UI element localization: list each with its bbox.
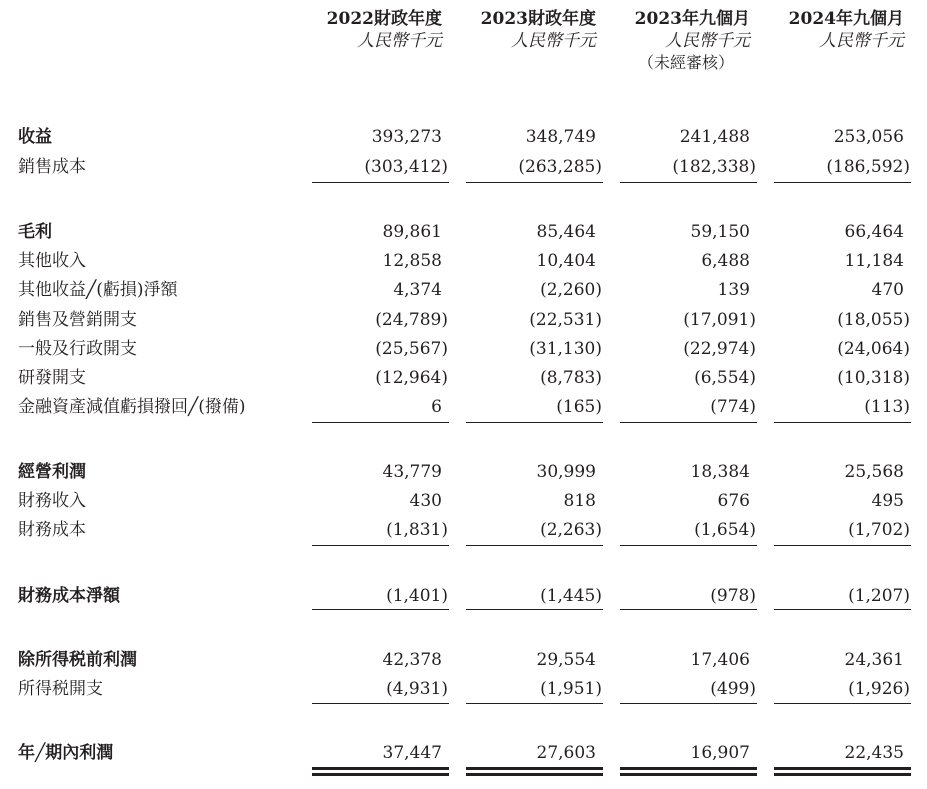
table-cell: (2,263) xyxy=(540,520,602,540)
total-double-rule xyxy=(466,767,603,776)
subtotal-rule xyxy=(620,545,757,546)
subtotal-rule xyxy=(774,609,911,610)
table-cell: 27,603 xyxy=(536,743,596,763)
row-label-finance-income: 財務收入 xyxy=(18,491,86,511)
column-unit: 人民幣千元 xyxy=(665,31,750,51)
table-cell: 676 xyxy=(717,491,750,511)
table-cell: (18,055) xyxy=(837,310,910,330)
column-unit: 人民幣千元 xyxy=(511,31,596,51)
row-label-rd-expenses: 研發開支 xyxy=(18,368,86,388)
subtotal-rule xyxy=(620,422,757,423)
table-cell: (24,064) xyxy=(837,339,910,359)
table-cell: (1,207) xyxy=(848,586,910,606)
table-cell: 495 xyxy=(871,491,904,511)
table-cell: 42,378 xyxy=(382,650,442,670)
subtotal-rule xyxy=(774,422,911,423)
table-cell: (25,567) xyxy=(375,339,448,359)
table-cell: 10,404 xyxy=(536,251,596,271)
table-cell: 17,406 xyxy=(690,650,750,670)
table-cell: (499) xyxy=(710,679,756,699)
table-cell: (1,445) xyxy=(540,586,602,606)
table-cell: (186,592) xyxy=(826,157,910,177)
table-cell: (165) xyxy=(556,397,602,417)
table-cell: 59,150 xyxy=(690,222,750,242)
subtotal-rule xyxy=(312,609,449,610)
table-cell: (1,702) xyxy=(848,520,910,540)
table-cell: 6,488 xyxy=(701,251,750,271)
table-cell: (774) xyxy=(710,397,756,417)
table-cell: (182,338) xyxy=(672,157,756,177)
subtotal-rule xyxy=(312,182,449,183)
row-label-cost-of-sales: 銷售成本 xyxy=(18,157,86,177)
table-cell: 89,861 xyxy=(382,222,442,242)
total-double-rule xyxy=(774,767,911,776)
table-cell: 470 xyxy=(871,280,904,300)
table-cell: (263,285) xyxy=(518,157,602,177)
subtotal-rule xyxy=(620,182,757,183)
subtotal-rule xyxy=(312,422,449,423)
row-label-profit-before-tax: 除所得税前利潤 xyxy=(18,650,137,670)
table-cell: (1,951) xyxy=(540,679,602,699)
subtotal-rule xyxy=(466,703,603,704)
table-cell: 348,749 xyxy=(525,127,596,147)
subtotal-rule xyxy=(774,703,911,704)
row-label-revenue: 收益 xyxy=(18,127,52,147)
table-cell: (113) xyxy=(864,397,910,417)
table-cell: 4,374 xyxy=(393,280,442,300)
column-unit: 人民幣千元 xyxy=(357,31,442,51)
subtotal-rule xyxy=(312,703,449,704)
column-header-fy2022 xyxy=(300,8,442,52)
subtotal-rule xyxy=(466,545,603,546)
table-cell: (1,401) xyxy=(386,586,448,606)
column-title: 2024年九個月 xyxy=(788,9,904,29)
table-cell: 85,464 xyxy=(536,222,596,242)
row-label-admin-expenses: 一般及行政開支 xyxy=(18,339,137,359)
subtotal-rule xyxy=(620,609,757,610)
row-label-impairment: 金融資產減值虧損撥回╱(撥備) xyxy=(18,397,246,417)
column-unit: 人民幣千元 xyxy=(819,31,904,51)
subtotal-rule xyxy=(620,703,757,704)
table-cell: (31,130) xyxy=(529,339,602,359)
subtotal-rule xyxy=(466,609,603,610)
table-cell: 37,447 xyxy=(382,743,442,763)
table-cell: 18,384 xyxy=(690,462,750,482)
table-cell: (10,318) xyxy=(837,368,910,388)
table-cell: 43,779 xyxy=(382,462,442,482)
table-cell: 818 xyxy=(563,491,596,511)
column-title: 2023年九個月 xyxy=(634,9,750,29)
table-cell: 241,488 xyxy=(679,127,750,147)
table-cell: 16,907 xyxy=(690,743,750,763)
table-cell: (2,260) xyxy=(540,280,602,300)
table-cell: 253,056 xyxy=(833,127,904,147)
table-cell: (22,531) xyxy=(529,310,602,330)
table-cell: 29,554 xyxy=(536,650,596,670)
column-title: 2023財政年度 xyxy=(480,9,596,29)
table-cell: (12,964) xyxy=(375,368,448,388)
column-header-fy2023 xyxy=(454,8,596,52)
table-cell: 30,999 xyxy=(536,462,596,482)
table-cell: (1,926) xyxy=(848,679,910,699)
table-cell: 139 xyxy=(717,280,750,300)
column-title: 2022財政年度 xyxy=(326,9,442,29)
row-label-gross-profit: 毛利 xyxy=(18,222,52,242)
row-label-finance-costs: 財務成本 xyxy=(18,520,86,540)
table-cell: (1,654) xyxy=(694,520,756,540)
table-cell: 11,184 xyxy=(844,251,904,271)
row-label-operating-profit: 經營利潤 xyxy=(18,462,86,482)
table-cell: (978) xyxy=(710,586,756,606)
subtotal-rule xyxy=(774,545,911,546)
row-label-other-income: 其他收入 xyxy=(18,251,86,271)
table-cell: (303,412) xyxy=(364,157,448,177)
subtotal-rule xyxy=(466,422,603,423)
row-label-net-finance-costs: 財務成本淨額 xyxy=(18,586,120,606)
total-double-rule xyxy=(620,767,757,776)
table-cell: (4,931) xyxy=(386,679,448,699)
table-cell: (1,831) xyxy=(386,520,448,540)
total-double-rule xyxy=(312,767,449,776)
row-label-income-tax: 所得税開支 xyxy=(18,679,103,699)
row-label-selling-expenses: 銷售及營銷開支 xyxy=(18,310,137,330)
table-cell: 6 xyxy=(431,397,442,417)
column-header-9m2024 xyxy=(762,8,904,52)
table-cell: (22,974) xyxy=(683,339,756,359)
table-cell: (17,091) xyxy=(683,310,756,330)
column-header-9m2023 xyxy=(608,8,750,74)
table-cell: 25,568 xyxy=(844,462,904,482)
subtotal-rule xyxy=(466,182,603,183)
subtotal-rule xyxy=(312,545,449,546)
table-cell: 12,858 xyxy=(382,251,442,271)
table-cell: 22,435 xyxy=(844,743,904,763)
row-label-profit-for-period: 年╱期內利潤 xyxy=(18,743,114,763)
subtotal-rule xyxy=(774,182,911,183)
table-cell: (6,554) xyxy=(694,368,756,388)
table-cell: (24,789) xyxy=(375,310,448,330)
table-cell: 393,273 xyxy=(371,127,442,147)
column-note: （未經審核） xyxy=(637,53,734,72)
table-cell: 24,361 xyxy=(844,650,904,670)
table-cell: 66,464 xyxy=(844,222,904,242)
table-cell: 430 xyxy=(409,491,442,511)
row-label-other-gains-net: 其他收益╱(虧損)淨額 xyxy=(18,280,178,300)
table-cell: (8,783) xyxy=(540,368,602,388)
